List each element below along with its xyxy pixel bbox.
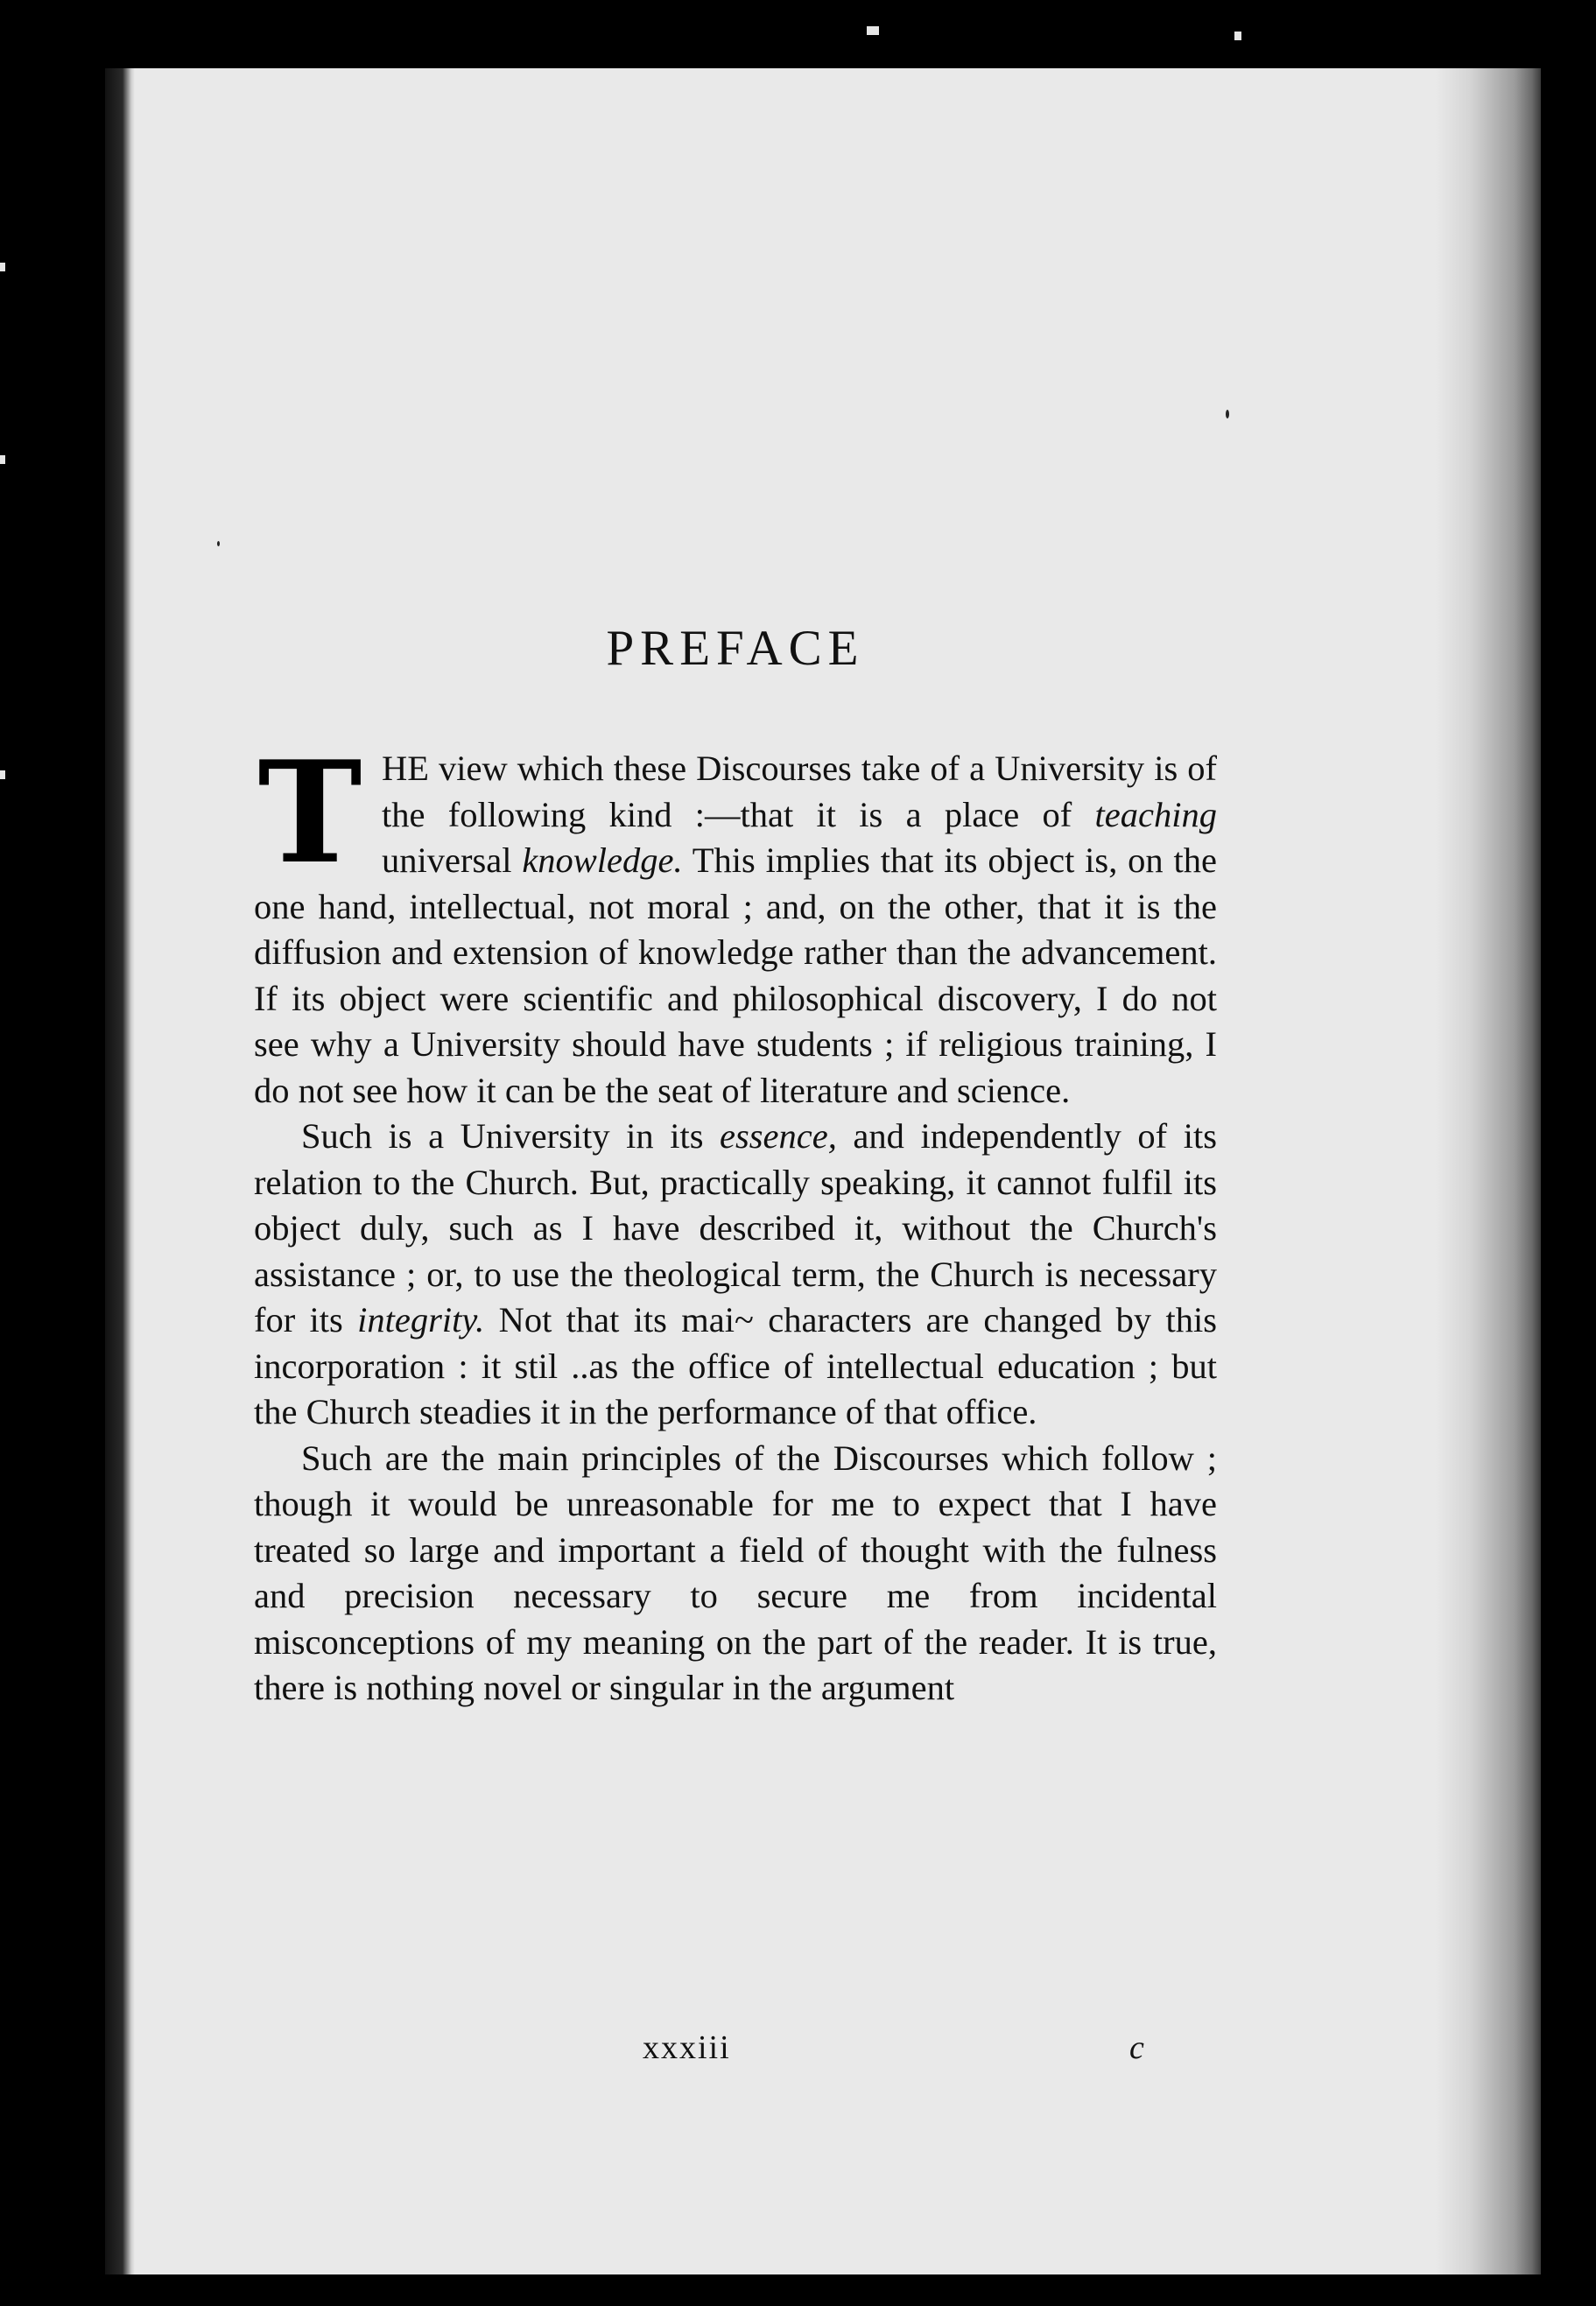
scan-artifact	[0, 770, 5, 779]
paragraph-1	[254, 730, 1217, 1114]
scan-speck	[1226, 410, 1229, 418]
body-text	[254, 730, 1217, 1712]
page-gutter	[105, 68, 135, 2274]
paragraph-2	[254, 1114, 1217, 1436]
emphasis-teaching: teaching	[1094, 794, 1217, 834]
page-number: xxxiii	[643, 2029, 731, 2066]
emphasis-knowledge: knowledge.	[522, 840, 683, 880]
paragraph-1-lead: HE view which these Discourses take of a University is of the following kind :—that it is a place of	[382, 749, 1217, 834]
drop-cap: T	[257, 730, 362, 895]
emphasis-essence: essence,	[720, 1116, 837, 1156]
scan-speck	[217, 541, 220, 546]
paragraph-2-mid: and independently of its relation to the Church. But, practically speaking, it cannot fulfil its object duly, such as I have described it, without the Church's assistance ; or, to use the theological term, the Church is necessary for its	[254, 1116, 1217, 1339]
paragraph-2-tail: Not that its mai~ characters are changed by this incorporation : it stil ..as the office of intellectual education ; but the Church steadies it in the performance of that office.	[254, 1300, 1217, 1431]
scan-artifact	[0, 455, 5, 464]
page-heading: PREFACE	[606, 621, 865, 676]
scan-artifact	[867, 26, 879, 35]
book-page	[105, 68, 1541, 2274]
scan-artifact	[1234, 32, 1241, 40]
paragraph-1-tail: This implies that its object is, on the one hand, intellectual, not moral ; and, on the other, that it is the diffusion and extension of knowledge rather than the advancement. If its object were scientific and philosophical discovery, I do not see why a University should have students ; if religious training, I do not see how it can be the seat of literature and science.	[254, 840, 1217, 1110]
paragraph-3: Such are the main principles of the Discourses which follow ; though it would be unreasonable for me to expect that I have treated so large and important a field of thought with the fulness and precision necessary to secure me from incidental misconceptions of my meaning on the part of the reader. It is true, there is nothing novel or singular in the argument	[254, 1438, 1217, 1707]
emphasis-integrity: integrity.	[357, 1300, 485, 1339]
paragraph-1-mid: universal	[382, 840, 523, 880]
paragraph-2-lead: Such is a University in its	[301, 1116, 721, 1156]
signature-mark: c	[1129, 2029, 1144, 2066]
page-footer	[254, 2026, 1217, 2070]
page-edge-shadow	[1436, 68, 1541, 2274]
scan-artifact	[0, 263, 5, 271]
